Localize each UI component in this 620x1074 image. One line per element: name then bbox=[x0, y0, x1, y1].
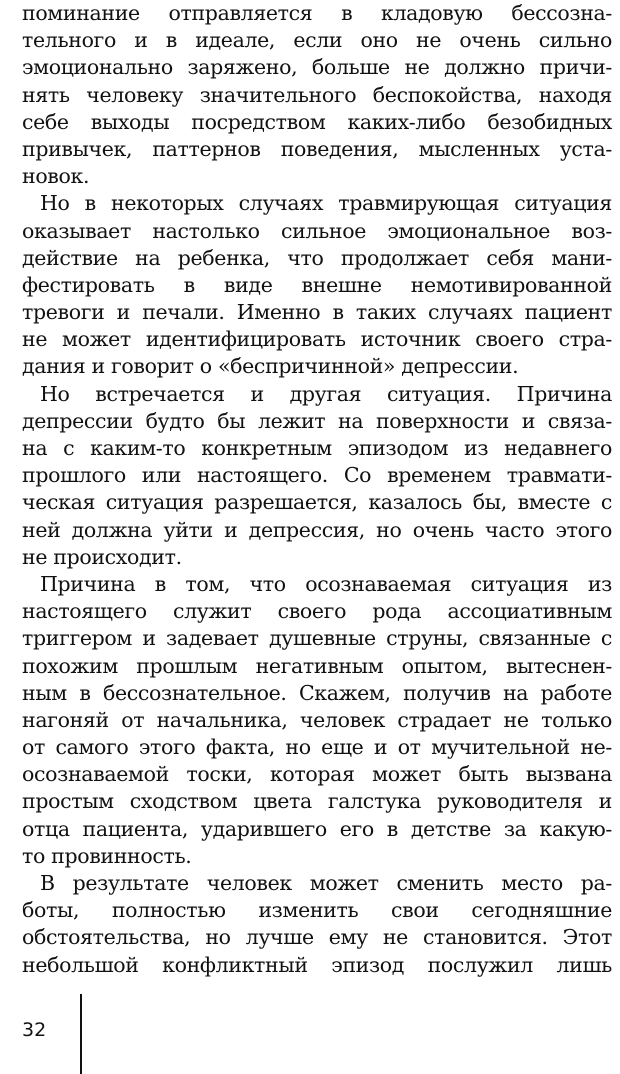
text-line: ческая ситуация разрешается, казалось бы, вместе с bbox=[22, 490, 612, 515]
body-text bbox=[22, 0, 612, 979]
text-line: Причина в том, что осознаваемая ситуация из bbox=[40, 571, 612, 596]
text-line: фестировать в виде внешне немотивированной bbox=[22, 272, 612, 297]
text-line: депрессии будто бы лежит на поверхности и связа- bbox=[22, 408, 612, 433]
text-line: боты, полностью изменить свои сегодняшние bbox=[22, 898, 612, 923]
text-line: дания и говорит о «беспричинной» депрессии. bbox=[22, 354, 519, 379]
text-line: поминание отправляется в кладовую бессозна- bbox=[22, 1, 612, 25]
text-line: привычек, паттернов поведения, мысленных уста- bbox=[22, 136, 612, 161]
page-number: 32 bbox=[22, 1019, 47, 1041]
text-line: ным в бессознательное. Скажем, получив на работе bbox=[22, 680, 612, 705]
text-line: на с каким-то конкретным эпизодом из недавнего bbox=[22, 436, 612, 460]
text-line: нять человеку значительного беспокойства, находя bbox=[22, 82, 612, 107]
text-line: от самого этого факта, но еще и от мучительной не- bbox=[22, 735, 612, 760]
page-number-rule bbox=[80, 994, 82, 1074]
text-line: тельного и в идеале, если оно не очень сильно bbox=[22, 28, 612, 53]
text-line: настоящего служит своего рода ассоциативным bbox=[22, 599, 612, 624]
paragraph bbox=[22, 0, 612, 190]
text-line: оказывает настолько сильное эмоциональное воз- bbox=[22, 218, 612, 243]
text-line: эмоционально заряжено, больше не должно причи- bbox=[22, 55, 612, 80]
text-line: Но встречается и другая ситуация. Причина bbox=[40, 381, 612, 406]
text-line: нагоняй от начальника, человек страдает не только bbox=[22, 707, 612, 732]
text-line: не происходит. bbox=[22, 544, 182, 569]
text-line: простым сходством цвета галстука руководителя и bbox=[22, 789, 612, 814]
text-line: не может идентифицировать источник своего стра- bbox=[22, 327, 612, 352]
text-line: триггером и задевает душевные струны, связанные с bbox=[22, 626, 612, 651]
paragraph bbox=[22, 190, 612, 380]
text-line: В результате человек может сменить место ра- bbox=[40, 871, 612, 895]
paragraph bbox=[22, 381, 612, 571]
text-line: небольшой конфликтный эпизод послужил лишь bbox=[22, 952, 612, 977]
text-line: похожим прошлым негативным опытом, вытеснен- bbox=[22, 653, 612, 678]
text-line: ней должна уйти и депрессия, но очень часто этого bbox=[22, 517, 612, 542]
text-line: осознаваемой тоски, которая может быть вызвана bbox=[22, 762, 612, 787]
text-line: тревоги и печали. Именно в таких случаях пациент bbox=[22, 300, 612, 325]
text-line: отца пациента, ударившего его в детстве за какую- bbox=[22, 816, 612, 841]
text-line: себе выходы посредством каких-либо безобидных bbox=[22, 109, 612, 134]
paragraph bbox=[22, 571, 612, 870]
text-line: прошлого или настоящего. Со временем травмати- bbox=[22, 463, 612, 488]
text-line: новок. bbox=[22, 164, 90, 189]
text-line: действие на ребенка, что продолжает себя мани- bbox=[22, 245, 612, 270]
text-line: обстоятельства, но лучше ему не становится. Этот bbox=[22, 925, 612, 950]
text-line: то провинность. bbox=[22, 843, 192, 868]
text-line: Но в некоторых случаях травмирующая ситуация bbox=[40, 191, 612, 216]
paragraph bbox=[22, 870, 612, 979]
